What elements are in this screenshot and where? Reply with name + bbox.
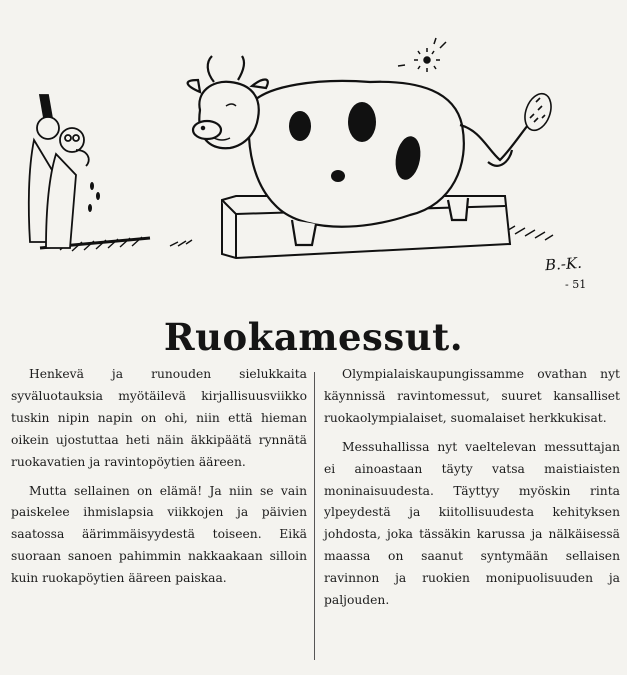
paragraph: Henkevä ja runouden sielukkaita syväluotauksia myötäilevä kirjallisuusviikko tuskin nipin napin on ohi, niin että hieman oikein ujostuttaa heti näin äkkipäätä rynnätä ruokavatien ja ravintopöytien ääreen. bbox=[11, 367, 307, 469]
article-left-column bbox=[11, 364, 307, 597]
paragraph: Mutta sellainen on elämä! Ja niin se vain paiskelee ihmislapsia viikkojen ja päivien saatossa äärimmäisyydestä toiseen. Eikä suoraan sanoen pahimmin nakkaakaan silloin kuin ruokapöytien ääreen paiskaa. bbox=[11, 483, 307, 586]
article-title: Ruokamessut. bbox=[163, 315, 464, 359]
paragraph: Olympialaiskaupungissamme ovathan nyt käynnissä ravintomessut, suuret kansalliset ruokaolympialaiset, suomalaiset herkkukisat. bbox=[324, 367, 620, 425]
sun-sparkle bbox=[398, 38, 446, 72]
two-figures bbox=[29, 95, 89, 248]
tears bbox=[88, 182, 100, 212]
artist-signature: B.-K. bbox=[544, 253, 583, 275]
cartoon-illustration bbox=[0, 0, 627, 300]
article-right-column bbox=[324, 364, 620, 619]
artist-year: - 51 bbox=[565, 278, 587, 291]
paragraph: Messuhallissa nyt vaeltelevan messuttajan ei ainoastaan täyty vatsa maistiaisten moninaisuudesta. Täyttyy myöskin rinta ylpeydestä ja kiitollisuudesta kehityksen johdosta, joka tässäkin karussa ja nälkäisessä maassa on saanut syntymään sellaisen ravinnon ja ruokien monipuolisuuden ja paljouden. bbox=[324, 439, 620, 608]
column-divider bbox=[314, 372, 315, 660]
